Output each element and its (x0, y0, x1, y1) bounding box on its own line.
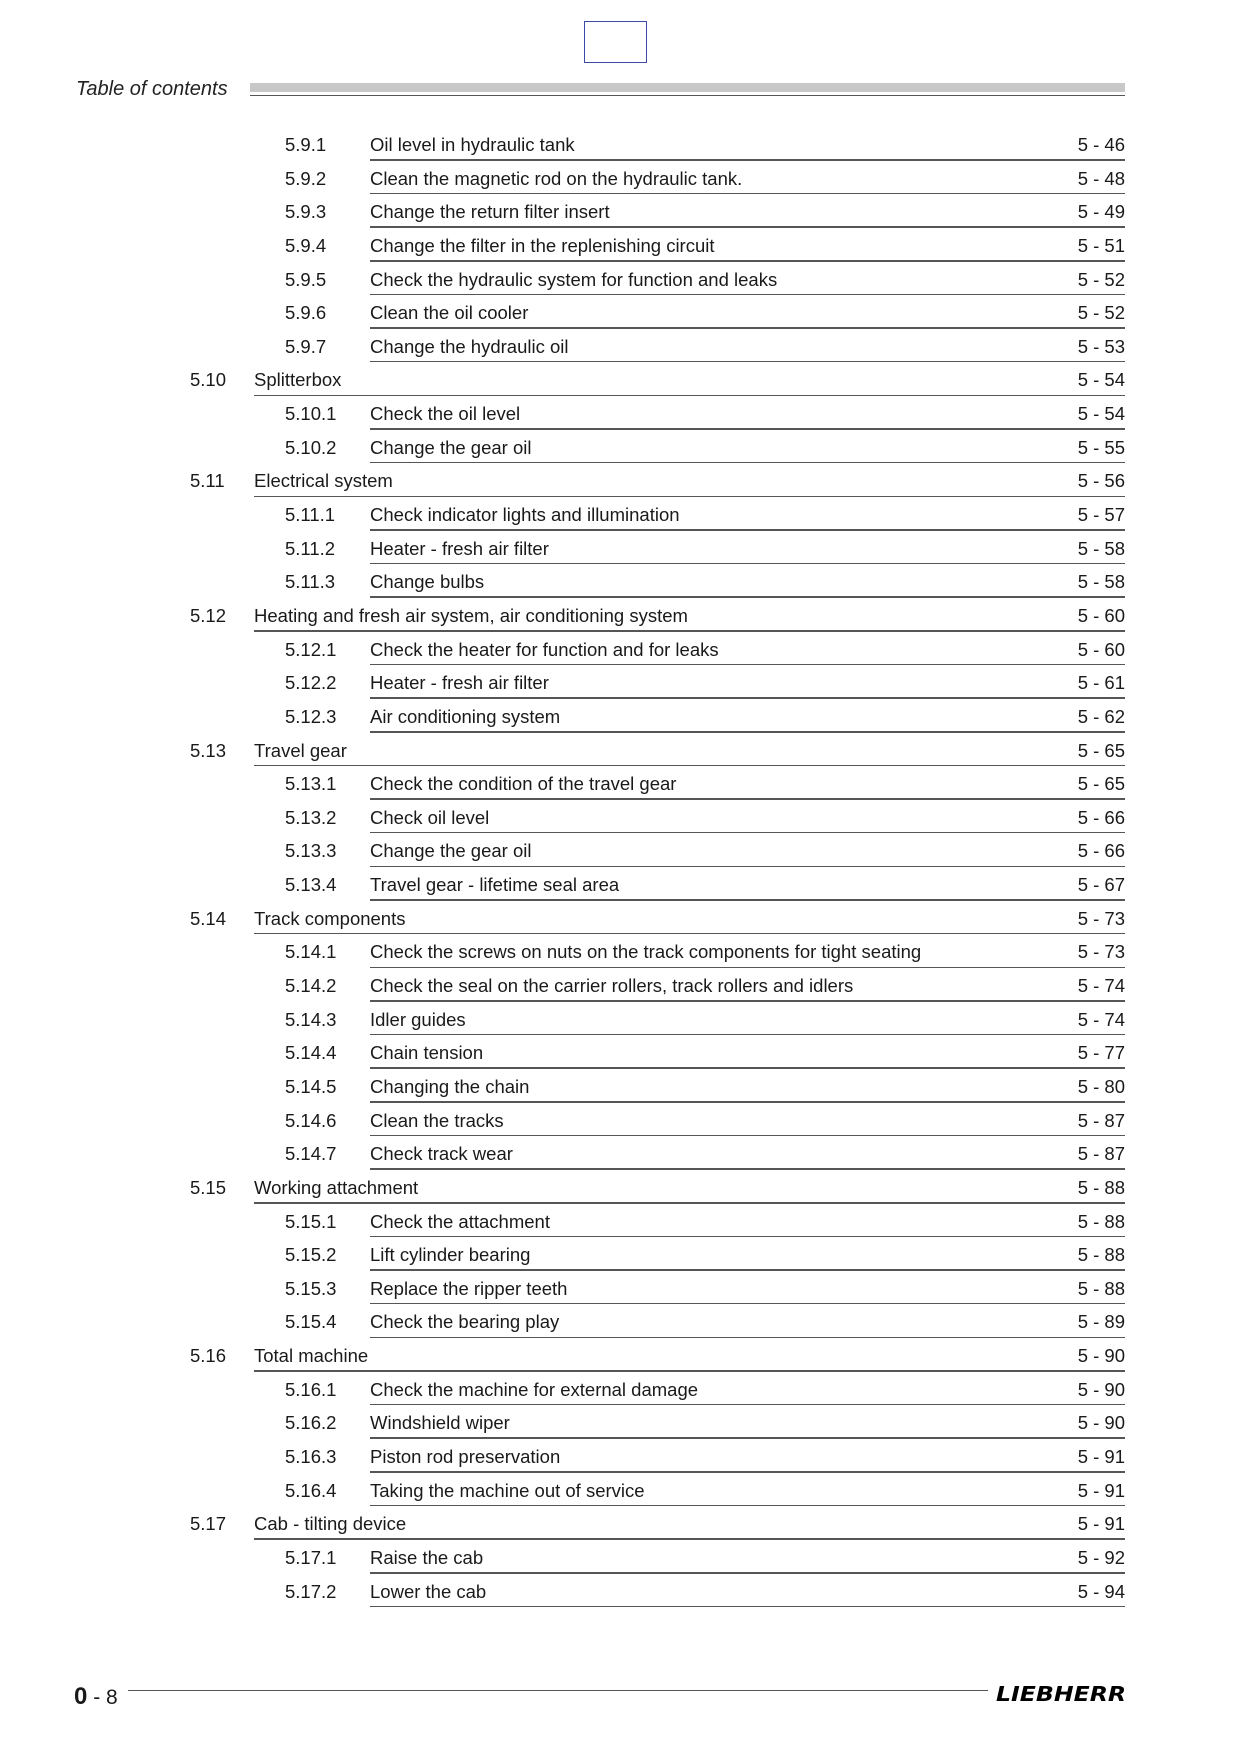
toc-page: 5 - 61 (1077, 672, 1125, 694)
toc-number: 5.16.3 (285, 1445, 337, 1467)
toc-number: 5.9.4 (285, 234, 327, 256)
toc-number: 5.11 (190, 470, 225, 492)
toc-subsection[interactable] (0, 1071, 1240, 1105)
toc-underline (370, 832, 1125, 834)
toc-title: Travel gear (254, 739, 347, 761)
toc-number: 5.16.4 (285, 1479, 337, 1501)
toc-page: 5 - 91 (1077, 1513, 1125, 1535)
toc-title: Oil level in hydraulic tank (370, 134, 575, 155)
toc-page: 5 - 66 (1077, 840, 1125, 862)
toc-underline (370, 697, 1125, 699)
toc-title: Check the bearing play (370, 1311, 560, 1333)
toc-number: 5.15.1 (285, 1210, 337, 1232)
toc-subsection[interactable] (0, 499, 1240, 533)
toc-subsection[interactable] (0, 129, 1240, 163)
toc-number: 5.11.2 (285, 537, 336, 559)
toc-title: Check the oil level (370, 403, 521, 425)
toc-underline (370, 226, 1125, 228)
toc-number: 5.9.5 (285, 268, 327, 290)
toc-title: Track components (254, 907, 406, 929)
toc-title: Heater - fresh air filter (370, 537, 549, 559)
toc-title: Piston rod preservation (370, 1445, 561, 1467)
toc-subsection[interactable] (0, 667, 1240, 701)
toc-title: Replace the ripper teeth (370, 1277, 568, 1299)
liebherr-logo-text: LIEBHERR (996, 1683, 1126, 1705)
toc-underline (370, 1135, 1125, 1137)
toc-number: 5.13.3 (285, 840, 337, 862)
toc-subsection[interactable] (0, 1206, 1240, 1240)
toc-title: Splitterbox (254, 369, 342, 391)
toc-number: 5.12 (190, 604, 227, 626)
toc-number: 5.13.2 (285, 806, 337, 828)
toc-section[interactable] (0, 364, 1240, 398)
toc-page: 5 - 53 (1077, 335, 1125, 357)
toc-title: Heater - fresh air filter (370, 672, 549, 694)
toc-subsection[interactable] (0, 1576, 1240, 1610)
toc-subsection[interactable] (0, 1037, 1240, 1071)
toc-page: 5 - 52 (1077, 302, 1125, 324)
toc-underline (370, 1505, 1125, 1507)
toc-underline (370, 798, 1125, 800)
toc-title: Lower the cab (370, 1580, 487, 1602)
toc-page: 5 - 55 (1077, 436, 1125, 458)
toc-number: 5.17.1 (285, 1546, 337, 1568)
toc-title: Check the hydraulic system for function and leaks (370, 268, 778, 290)
toc-title: Change the gear oil (370, 840, 532, 862)
toc-number: 5.14.4 (285, 1042, 337, 1064)
toc-section[interactable] (0, 600, 1240, 634)
toc-subsection[interactable] (0, 1004, 1240, 1038)
toc-page: 5 - 49 (1077, 201, 1125, 223)
toc-page: 5 - 87 (1077, 1143, 1125, 1165)
toc-page: 5 - 73 (1077, 941, 1125, 963)
toc-section[interactable] (0, 1508, 1240, 1542)
toc-title: Clean the oil cooler (370, 302, 529, 324)
toc-subsection[interactable] (0, 1542, 1240, 1576)
toc-title: Change the hydraulic oil (370, 335, 569, 357)
toc-page: 5 - 48 (1077, 167, 1125, 189)
toc-underline (254, 933, 1125, 935)
toc-subsection[interactable] (0, 835, 1240, 869)
toc-subsection[interactable] (0, 163, 1240, 197)
toc-subsection[interactable] (0, 701, 1240, 735)
toc-title: Electrical system (254, 470, 393, 492)
toc-title: Air conditioning system (370, 705, 561, 727)
toc-number: 5.10 (190, 369, 227, 391)
toc-page: 5 - 74 (1077, 975, 1125, 997)
toc-number: 5.14 (190, 907, 227, 929)
toc-number: 5.14.2 (285, 975, 337, 997)
toc-page: 5 - 57 (1077, 504, 1125, 526)
toc-title: Raise the cab (370, 1546, 484, 1568)
toc-subsection[interactable] (0, 1239, 1240, 1273)
toc-title: Check indicator lights and illumination (370, 504, 680, 526)
toc-title: Heating and fresh air system, air conditioning system (254, 604, 688, 626)
toc-page: 5 - 77 (1077, 1042, 1125, 1064)
toc-number: 5.16 (190, 1345, 227, 1367)
toc-underline (370, 193, 1125, 195)
toc-underline (370, 1303, 1125, 1305)
toc-number: 5.14.5 (285, 1075, 337, 1097)
toc-number: 5.14.6 (285, 1109, 337, 1131)
toc-underline (370, 327, 1125, 329)
toc-number: 5.17.2 (285, 1580, 337, 1602)
toc-subsection[interactable] (0, 970, 1240, 1004)
toc-page: 5 - 94 (1077, 1580, 1125, 1602)
toc-underline (370, 1437, 1125, 1439)
toc-number: 5.16.1 (285, 1378, 337, 1400)
toc-page: 5 - 73 (1077, 907, 1125, 929)
toc-subsection[interactable] (0, 1441, 1240, 1475)
toc-subsection[interactable] (0, 331, 1240, 365)
toc-title: Taking the machine out of service (370, 1479, 645, 1501)
toc-subsection[interactable] (0, 1273, 1240, 1307)
toc-page: 5 - 90 (1077, 1412, 1125, 1434)
toc-page: 5 - 51 (1077, 234, 1125, 256)
toc-underline (370, 1067, 1125, 1069)
toc-page: 5 - 60 (1077, 604, 1125, 626)
toc-title: Working attachment (254, 1176, 419, 1198)
toc-underline (370, 529, 1125, 531)
toc-page: 5 - 65 (1077, 773, 1125, 795)
footer-separator: - (87, 1686, 107, 1709)
toc-number: 5.12.3 (285, 705, 337, 727)
toc-title: Check the machine for external damage (370, 1378, 699, 1400)
toc-subsection[interactable] (0, 398, 1240, 432)
page-title: Table of contents (76, 78, 228, 100)
toc-number: 5.9.3 (285, 201, 327, 223)
toc-subsection[interactable] (0, 1407, 1240, 1441)
toc-underline (254, 1370, 1125, 1372)
toc-page: 5 - 54 (1077, 403, 1125, 425)
toc-number: 5.15 (190, 1176, 227, 1198)
toc-page: 5 - 56 (1077, 470, 1125, 492)
toc-subsection[interactable] (0, 1374, 1240, 1408)
toc-subsection[interactable] (0, 634, 1240, 668)
toc-underline (370, 1236, 1125, 1238)
toc-underline (370, 1337, 1125, 1339)
toc-subsection[interactable] (0, 566, 1240, 600)
toc-subsection[interactable] (0, 936, 1240, 970)
toc-subsection[interactable] (0, 264, 1240, 298)
toc-page: 5 - 80 (1077, 1075, 1125, 1097)
toc-section[interactable] (0, 735, 1240, 769)
toc-number: 5.11.1 (285, 504, 336, 526)
toc-title: Check track wear (370, 1143, 513, 1165)
toc-title: Check the screws on nuts on the track components for tight seating (370, 941, 922, 963)
toc-number: 5.13.1 (285, 773, 337, 795)
toc-underline (370, 1606, 1125, 1608)
toc-title: Change the gear oil (370, 436, 532, 458)
toc-underline (370, 899, 1125, 901)
toc-subsection[interactable] (0, 802, 1240, 836)
toc-number: 5.9.7 (285, 335, 327, 357)
toc-page: 5 - 58 (1077, 537, 1125, 559)
toc-underline (370, 1034, 1125, 1036)
toc-number: 5.15.3 (285, 1277, 337, 1299)
toc-section[interactable] (0, 903, 1240, 937)
toc-page: 5 - 62 (1077, 705, 1125, 727)
toc-number: 5.14.1 (285, 941, 337, 963)
toc-page: 5 - 92 (1077, 1546, 1125, 1568)
toc-page: 5 - 66 (1077, 806, 1125, 828)
footer-page-number (74, 1683, 118, 1711)
toc-title: Travel gear - lifetime seal area (370, 874, 620, 896)
toc-subsection[interactable] (0, 1105, 1240, 1139)
toc-underline (254, 496, 1125, 498)
toc-number: 5.17 (190, 1513, 227, 1535)
toc-title: Change the return filter insert (370, 201, 610, 223)
toc-page: 5 - 89 (1077, 1311, 1125, 1333)
toc-title: Lift cylinder bearing (370, 1244, 531, 1266)
toc-page: 5 - 67 (1077, 874, 1125, 896)
toc-number: 5.15.2 (285, 1244, 337, 1266)
toc-subsection[interactable] (0, 869, 1240, 903)
toc-subsection[interactable] (0, 230, 1240, 264)
page-marker-box (584, 21, 647, 63)
toc-title: Total machine (254, 1345, 369, 1367)
toc-title: Check oil level (370, 806, 490, 828)
toc-subsection[interactable] (0, 196, 1240, 230)
toc-underline (370, 1000, 1125, 1002)
toc-underline (254, 1202, 1125, 1204)
toc-underline (254, 395, 1125, 397)
toc-title: Clean the tracks (370, 1109, 504, 1131)
footer-chapter: 0 (74, 1683, 88, 1710)
toc-underline (370, 260, 1125, 262)
toc-page: 5 - 54 (1077, 369, 1125, 391)
toc-title: Change bulbs (370, 571, 485, 593)
toc-title: Changing the chain (370, 1075, 530, 1097)
toc-underline (254, 1538, 1125, 1540)
toc-page: 5 - 91 (1077, 1445, 1125, 1467)
toc-number: 5.11.3 (285, 571, 336, 593)
toc-underline (370, 664, 1125, 666)
toc-section[interactable] (0, 465, 1240, 499)
toc-page: 5 - 65 (1077, 739, 1125, 761)
toc-page: 5 - 90 (1077, 1345, 1125, 1367)
toc-title: Change the filter in the replenishing circuit (370, 234, 715, 256)
toc-title: Check the heater for function and for leaks (370, 638, 719, 660)
toc-number: 5.9.2 (285, 167, 327, 189)
toc-number: 5.10.2 (285, 436, 337, 458)
toc-underline (370, 1572, 1125, 1574)
toc-page: 5 - 90 (1077, 1378, 1125, 1400)
toc-title: Windshield wiper (370, 1412, 510, 1434)
toc-number: 5.9.6 (285, 302, 327, 324)
toc-page: 5 - 87 (1077, 1109, 1125, 1131)
toc-number: 5.10.1 (285, 403, 337, 425)
toc-underline (370, 866, 1125, 868)
toc-page: 5 - 91 (1077, 1479, 1125, 1501)
toc-title: Check the condition of the travel gear (370, 773, 677, 795)
toc-underline (370, 1101, 1125, 1103)
toc-title: Clean the magnetic rod on the hydraulic tank. (370, 167, 743, 189)
toc-page: 5 - 58 (1077, 571, 1125, 593)
toc-underline (370, 1168, 1125, 1170)
toc-underline (370, 1269, 1125, 1271)
toc-underline (370, 361, 1125, 363)
toc-page: 5 - 46 (1077, 134, 1125, 155)
toc-number: 5.13.4 (285, 874, 337, 896)
toc-subsection[interactable] (0, 1475, 1240, 1509)
toc-underline (370, 428, 1125, 430)
toc-underline (370, 563, 1125, 565)
toc-underline (254, 765, 1125, 767)
header-bar (250, 83, 1125, 92)
header-divider (250, 95, 1125, 96)
toc-page: 5 - 60 (1077, 638, 1125, 660)
toc-title: Cab - tilting device (254, 1513, 407, 1535)
toc-title: Check the seal on the carrier rollers, track rollers and idlers (370, 975, 854, 997)
liebherr-logo (996, 1683, 1126, 1705)
toc-number: 5.12.1 (285, 638, 337, 660)
toc-page: 5 - 88 (1077, 1277, 1125, 1299)
toc-underline (370, 596, 1125, 598)
toc-section[interactable] (0, 1172, 1240, 1206)
toc-underline (370, 731, 1125, 733)
toc-underline (370, 967, 1125, 969)
toc-page: 5 - 88 (1077, 1210, 1125, 1232)
toc-page: 5 - 52 (1077, 268, 1125, 290)
toc-subsection[interactable] (0, 1306, 1240, 1340)
toc-number: 5.13 (190, 739, 227, 761)
toc-underline (370, 159, 1125, 161)
toc-title: Chain tension (370, 1042, 484, 1064)
toc-number: 5.9.1 (285, 134, 327, 155)
toc-number: 5.16.2 (285, 1412, 337, 1434)
footer-divider (128, 1690, 988, 1691)
toc-title: Check the attachment (370, 1210, 550, 1232)
toc-underline (370, 1471, 1125, 1473)
toc-underline (370, 1404, 1125, 1406)
toc-page: 5 - 88 (1077, 1244, 1125, 1266)
toc-subsection[interactable] (0, 432, 1240, 466)
toc-subsection[interactable] (0, 533, 1240, 567)
toc-section[interactable] (0, 1340, 1240, 1374)
toc-page: 5 - 88 (1077, 1176, 1125, 1198)
toc-number: 5.14.3 (285, 1008, 337, 1030)
toc-number: 5.12.2 (285, 672, 337, 694)
toc-number: 5.14.7 (285, 1143, 337, 1165)
toc-title: Idler guides (370, 1008, 466, 1030)
toc-underline (370, 294, 1125, 296)
toc-list (0, 129, 1240, 1609)
toc-page: 5 - 74 (1077, 1008, 1125, 1030)
toc-underline (370, 462, 1125, 464)
toc-subsection[interactable] (0, 1138, 1240, 1172)
toc-subsection[interactable] (0, 297, 1240, 331)
toc-number: 5.15.4 (285, 1311, 337, 1333)
toc-underline (254, 630, 1125, 632)
toc-subsection[interactable] (0, 768, 1240, 802)
footer-page: 8 (106, 1686, 118, 1709)
